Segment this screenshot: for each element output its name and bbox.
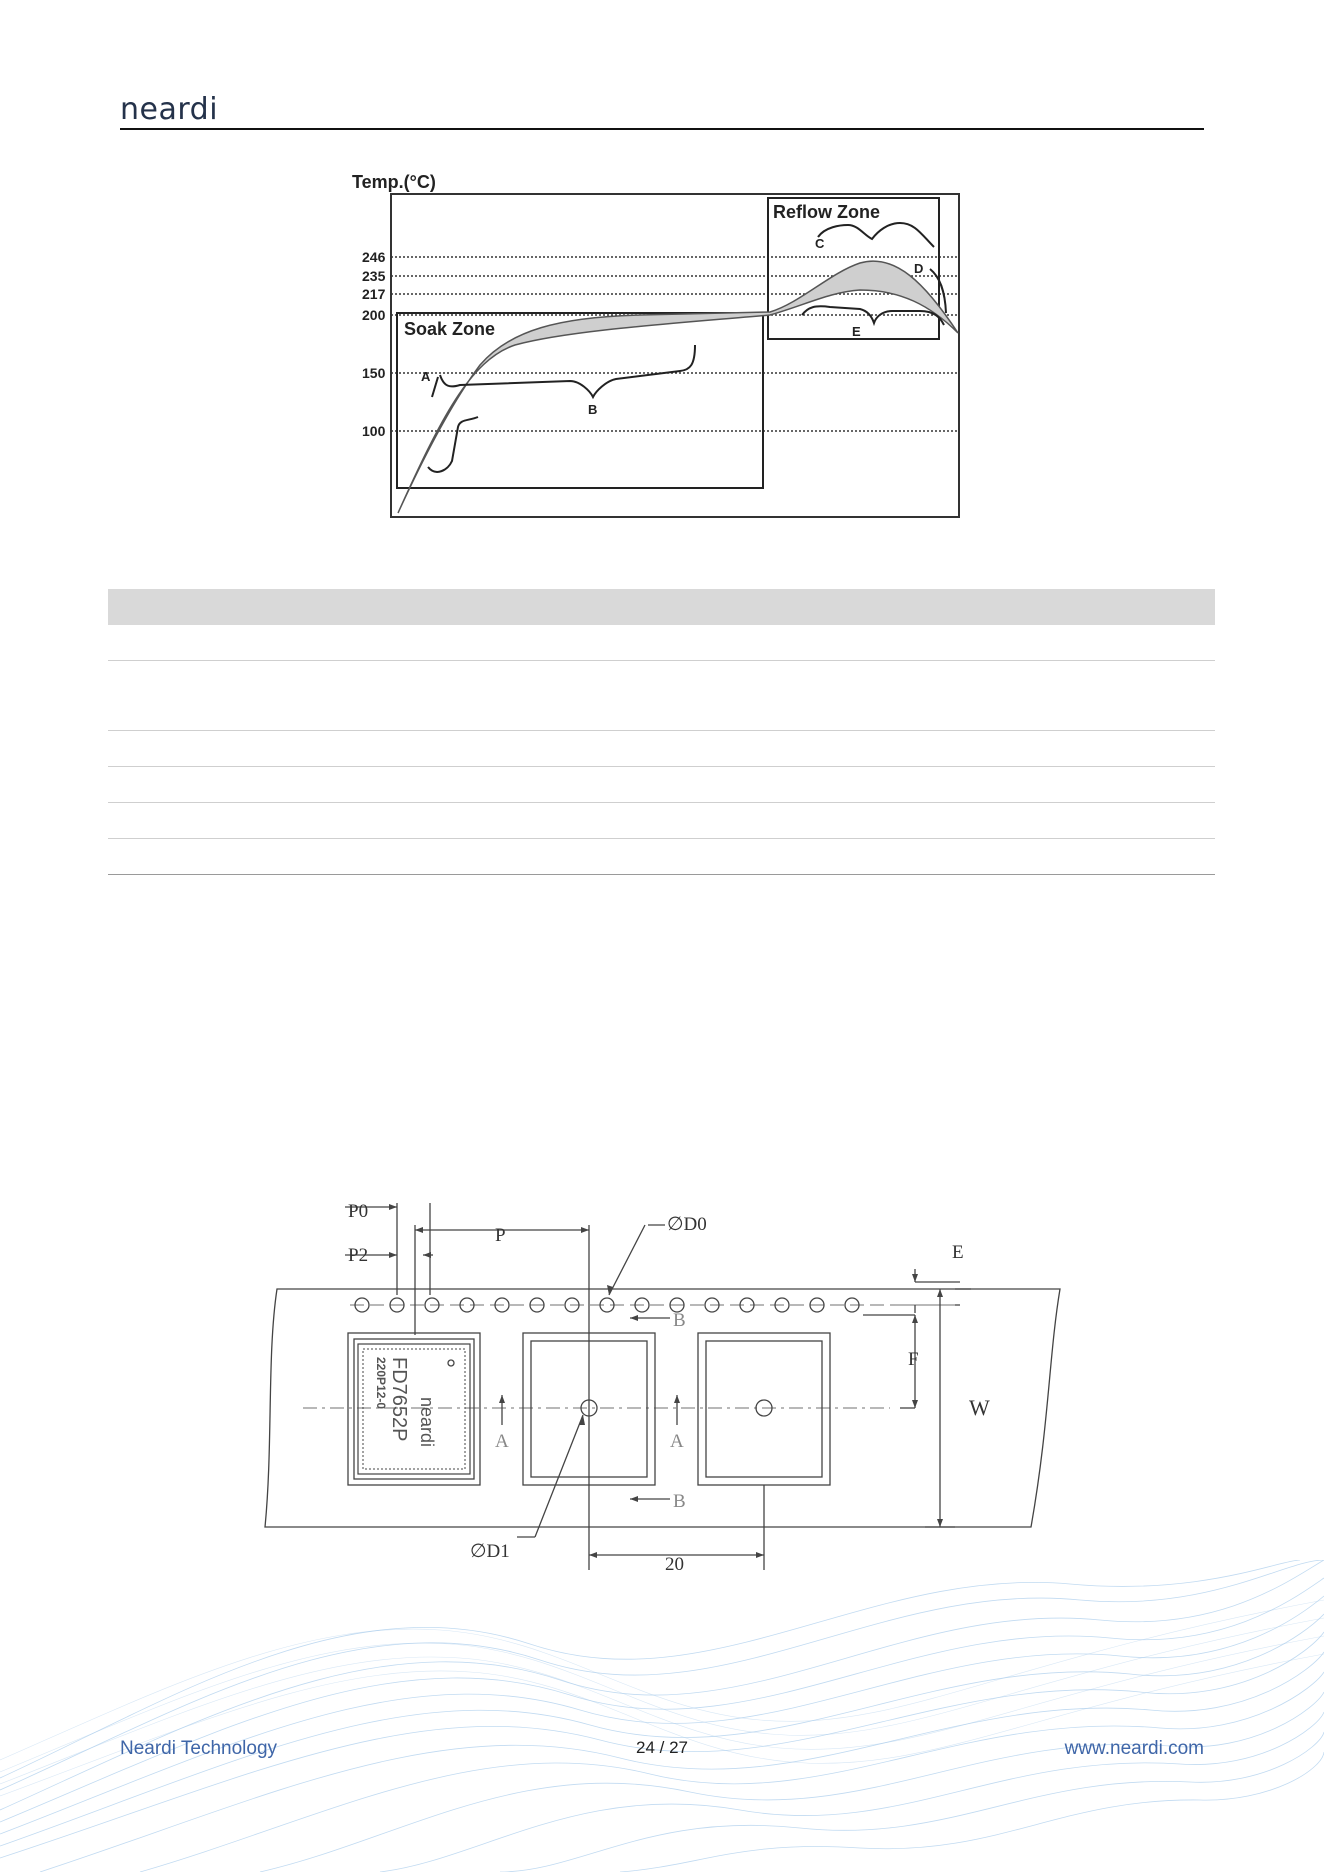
marker-c: C: [815, 236, 825, 251]
temp-axis-label: Temp.(°C): [352, 172, 436, 192]
soak-zone-label: Soak Zone: [404, 319, 496, 339]
table-row: [108, 625, 1215, 661]
label-e: E: [952, 1242, 964, 1263]
header-divider: [120, 128, 1204, 130]
footer-wave-decoration: [0, 1560, 1324, 1872]
table-header-row: [108, 589, 1215, 625]
tick-217: 217: [362, 286, 386, 302]
marker-a: A: [421, 369, 431, 384]
label-pitch: 20: [665, 1554, 684, 1575]
reflow-profile-chart: [340, 165, 970, 530]
footer-company-name: Neardi Technology: [120, 1738, 278, 1759]
marker-b: B: [588, 402, 598, 417]
tick-235: 235: [362, 268, 386, 284]
label-p: P: [495, 1225, 506, 1246]
tick-100: 100: [362, 423, 386, 439]
marker-e: E: [852, 324, 861, 339]
brace-a: [432, 377, 438, 397]
module-part-number: FD7652P: [388, 1357, 410, 1442]
chart-frame: [391, 194, 959, 517]
label-p2: P2: [348, 1245, 369, 1266]
table-row: [108, 661, 1215, 731]
label-p0: P0: [348, 1201, 369, 1222]
brace-soak-rise: [428, 417, 478, 472]
table-row: [108, 767, 1215, 803]
table-row: [108, 731, 1215, 767]
profile-band: [398, 261, 958, 513]
footer-website-link[interactable]: www.neardi.com: [1064, 1738, 1204, 1759]
reflow-zone-label: Reflow Zone: [773, 202, 880, 222]
tick-246: 246: [362, 249, 386, 265]
label-b-bottom: B: [673, 1491, 686, 1512]
label-a-left: A: [495, 1431, 509, 1452]
table-row: [108, 803, 1215, 839]
label-f: F: [908, 1349, 919, 1370]
module-lot-code: 220P12-0: [374, 1357, 388, 1410]
carrier-tape-drawing: [255, 1185, 1075, 1585]
profile-table: [108, 589, 1215, 875]
tick-200: 200: [362, 307, 386, 323]
page-number: 24 / 27: [636, 1738, 688, 1757]
tick-150: 150: [362, 365, 386, 381]
brace-c: [818, 223, 934, 247]
label-d1: ∅D1: [470, 1541, 510, 1562]
table-row: [108, 839, 1215, 875]
label-a-right: A: [670, 1431, 684, 1452]
header-logo: neardi: [120, 92, 219, 127]
module-brand: neardi: [417, 1397, 437, 1448]
label-b-top: B: [673, 1310, 686, 1331]
label-w: W: [969, 1395, 990, 1420]
marker-d: D: [914, 261, 924, 276]
label-d0: ∅D0: [667, 1214, 707, 1235]
